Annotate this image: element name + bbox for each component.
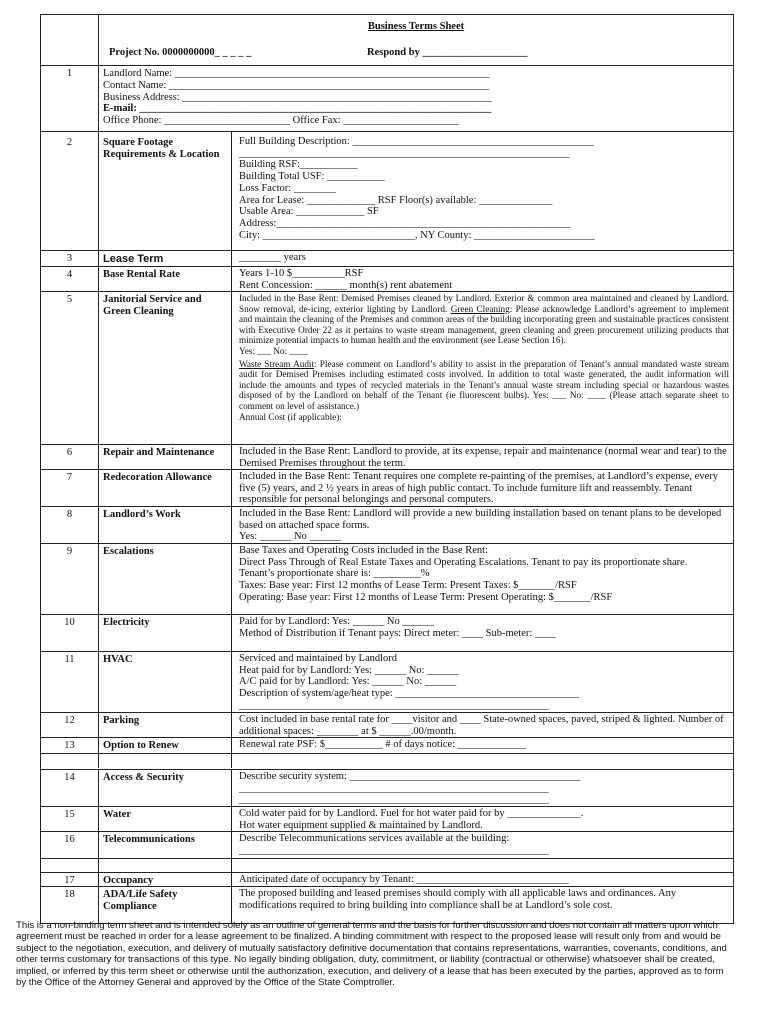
- row-number: 18: [41, 887, 99, 923]
- landlord-info-fields: [99, 66, 733, 131]
- telecom-content: [231, 832, 733, 858]
- row-number: 3: [41, 251, 99, 266]
- non-binding-disclaimer: This is a non-binding term sheet and is intended solely as an outline of general terms and the basis for further discussion and does not contain all matters upon which agreement must be reached in order for a lease agreement to be finalized. A binding commitment with respect to the proposed lease will result only from and would be subject to the negotiation, execution, and delivery of mutually satisfactory definitive documentation that contains representations, warranties, covenants, conditions, and other terms customary for transactions of this type. No legally binding obligation, duty, commitment, or liability (contractual or otherwise) whatsoever shall be created, implied, or inferred by this term sheet or otherwise until the authorization, execution, and delivery of a lease that has been executed by the parties, approved as to form by the Office of the Attorney General and approved by the Office of the State Comptroller.: [16, 920, 727, 989]
- landlords-work-content: [231, 507, 733, 543]
- row-label: ADA/Life Safety Compliance: [103, 889, 178, 912]
- sheet-header: [41, 15, 733, 66]
- water-equipment-line: Hot water equipment supplied & maintained by Landlord.: [239, 819, 483, 831]
- loss-factor-field[interactable]: Loss Factor: ________: [239, 182, 336, 194]
- years-rate-field[interactable]: Years 1-10 $__________RSF: [239, 268, 364, 279]
- row-number: 4: [41, 267, 99, 291]
- row-electricity: [41, 615, 733, 652]
- telecom-label: Describe Telecommunications services available at the building:: [239, 833, 510, 844]
- contact-name-field[interactable]: Contact Name: _____________________________________________________________: [103, 79, 490, 91]
- paid-by-landlord-field[interactable]: Paid for by Landlord: Yes: ______ No ______: [239, 616, 434, 627]
- usable-area-field[interactable]: Usable Area: _____________ SF: [239, 206, 379, 218]
- row-number: 2: [41, 132, 99, 250]
- building-rsf-field[interactable]: Building RSF:___________: [239, 159, 358, 171]
- row-label: Electricity: [103, 617, 150, 628]
- access-security-content: [231, 770, 733, 806]
- empty-cell: [231, 859, 733, 873]
- address-field[interactable]: Address:________________________________________________________: [239, 217, 571, 229]
- hvac-line: Serviced and maintained by Landlord: [239, 653, 398, 664]
- redecoration-text: Included in the Base Rent: Tenant requires one complete re-painting of the premises, at Landlord’s expense, every five (5) years, and 2 ½ years in areas of high public contact. To include furniture lift and reassembly. Tenant responsible for personal belongings and personal computers.: [231, 470, 733, 506]
- hvac-content: [231, 652, 733, 712]
- row-label: Telecommunications: [103, 834, 195, 845]
- row-parking: [41, 713, 733, 738]
- lease-term-field[interactable]: ________ years: [231, 251, 733, 266]
- row-telecommunications: [41, 832, 733, 859]
- renewal-field[interactable]: Renewal rate PSF: $___________ # of days notice: _____________: [231, 738, 733, 753]
- row-number: 17: [41, 873, 99, 886]
- area-for-lease-field[interactable]: Area for Lease: _____________ RSF Floor(s) available: ______________: [239, 194, 553, 206]
- water-content: [231, 807, 733, 831]
- row-redecoration: [41, 470, 733, 507]
- business-address-field[interactable]: Business Address: ___________________________________________________________: [103, 91, 493, 103]
- row-access-security: [41, 770, 733, 807]
- row-label: Occupancy: [103, 875, 154, 886]
- header-content-cell: [99, 15, 733, 65]
- system-description-line[interactable]: ___________________________________________________________: [239, 699, 549, 711]
- electricity-content: [231, 615, 733, 651]
- row-label: Janitorial Service and Green Cleaning: [103, 294, 202, 317]
- landlord-name-field[interactable]: Landlord Name: ____________________________________________________________: [103, 68, 490, 79]
- empty-cell: [41, 754, 99, 768]
- building-description-line[interactable]: _______________________________________________________________: [239, 147, 570, 159]
- row-escalations: [41, 544, 733, 615]
- row-base-rental-rate: [41, 267, 733, 292]
- email-field[interactable]: E-mail: ___________________________________________________________________: [103, 103, 492, 115]
- repair-maintenance-text: Included in the Base Rent: Landlord to provide, at its expense, repair and maintenance (normal wear and tear) to the Demised Premises throughout the term.: [231, 445, 733, 469]
- row-number: 14: [41, 770, 99, 806]
- row-label: Parking: [103, 715, 140, 726]
- distribution-method-field[interactable]: Method of Distribution if Tenant pays: Direct meter: ____ Sub-meter: ____: [239, 627, 556, 639]
- row-number: 9: [41, 544, 99, 614]
- heat-paid-field[interactable]: Heat paid for by Landlord: Yes: ______ No: ______: [239, 664, 459, 676]
- telecom-field[interactable]: ___________________________________________________________: [239, 844, 549, 856]
- empty-cell: [99, 754, 231, 768]
- row-square-footage: [41, 132, 733, 251]
- row-number: 15: [41, 807, 99, 831]
- proportionate-share-field[interactable]: Tenant’s proportionate share is: _________%: [239, 568, 430, 580]
- row-label: Lease Term: [103, 253, 164, 265]
- row-label: Water: [103, 809, 131, 820]
- empty-cell: [99, 859, 231, 873]
- row-number: 8: [41, 507, 99, 543]
- sheet-title: Business Terms Sheet: [367, 21, 465, 32]
- square-footage-fields: [231, 132, 733, 250]
- city-county-field[interactable]: City: _____________________________, NY County: _______________________: [239, 229, 595, 241]
- row-label: HVAC: [103, 654, 133, 665]
- header-number-cell: [41, 15, 99, 65]
- row-number: 5: [41, 292, 99, 444]
- row-label: Base Rental Rate: [103, 269, 180, 280]
- empty-row: [41, 859, 733, 873]
- row-option-to-renew: [41, 738, 733, 754]
- row-label: Option to Renew: [103, 740, 179, 751]
- security-line[interactable]: ___________________________________________________________: [239, 794, 549, 806]
- waste-stream-paragraph: Waste Stream Audit: Please comment on Landlord’s ability to assist in the preparation of Tenant’s annual mandated waste stream audit for Demised Premises including estimated costs involved. In addition to total waste generated, the audit information will include the amounts and types of recycled materials in the Tenant’s annual waste stream including special or hazardous wastes disposed of by the Landlord on behalf of the Tenant (ie fluorescent bulbs). Yes: ___ No: ____ (Please attach separate sheet to comment on level of assistance.): [239, 358, 729, 411]
- security-system-field[interactable]: Describe security system: ____________________________________________: [239, 771, 581, 782]
- empty-cell: [231, 754, 733, 768]
- business-terms-sheet: [40, 14, 734, 924]
- row-janitorial: [41, 292, 733, 445]
- base-rental-fields: [231, 267, 733, 291]
- green-cleaning-yes-no[interactable]: Yes: ___ No: ____: [239, 345, 308, 356]
- row-lease-term: [41, 251, 733, 267]
- security-line[interactable]: ___________________________________________________________: [239, 782, 549, 794]
- escalation-line: Direct Pass Through of Real Estate Taxes and Operating Escalations. Tenant to pay its proportionate share.: [239, 556, 688, 568]
- janitorial-content: [231, 292, 733, 444]
- office-phone-fax-field[interactable]: Office Phone: ________________________ Office Fax: ______________________: [103, 115, 459, 127]
- row-water: [41, 807, 733, 832]
- respond-by: Respond by ____________________: [367, 47, 528, 58]
- row-label: Repair and Maintenance: [103, 447, 215, 458]
- full-building-description-field[interactable]: Full Building Description: ______________________________________________: [239, 136, 594, 147]
- row-number: 16: [41, 832, 99, 858]
- building-total-usf-field[interactable]: Building Total USF: ___________: [239, 171, 385, 183]
- system-description-field[interactable]: Description of system/age/heat type: ___________________________________: [239, 688, 580, 700]
- taxes-field[interactable]: Taxes: Base year: First 12 months of Lease Term: Present Taxes: $_______/RSF: [239, 580, 577, 592]
- project-number: Project No. 0000000000_ _ _ _ _: [109, 47, 252, 58]
- row-label: Access & Security: [103, 772, 185, 783]
- row-number: 11: [41, 652, 99, 712]
- row-number: 12: [41, 713, 99, 737]
- landlords-work-text: Included in the Base Rent: Landlord will provide a new building installation based on tenant plans to be developed based on attached space forms.: [239, 508, 722, 531]
- row-label: Redecoration Allowance: [103, 472, 212, 483]
- row-hvac: [41, 652, 733, 713]
- occupancy-date-field[interactable]: Anticipated date of occupancy by Tenant: _____________________________: [231, 873, 733, 886]
- row-occupancy: [41, 873, 733, 887]
- row-repair-maintenance: [41, 445, 733, 470]
- parking-field[interactable]: Cost included in base rental rate for ____visitor and ____ State-owned spaces, paved, striped & lighted. Number of additional spaces: ________ at $ ______.00/month.: [231, 713, 733, 737]
- row-label: Escalations: [103, 546, 154, 557]
- row-label: Square Footage Requirements & Location: [103, 137, 220, 160]
- ac-paid-field[interactable]: A/C paid for by Landlord: Yes: ______ No: ______: [239, 676, 457, 688]
- row-number: 10: [41, 615, 99, 651]
- row-number: 13: [41, 738, 99, 753]
- row-landlords-work: [41, 507, 733, 544]
- row-label: Landlord’s Work: [103, 509, 181, 520]
- green-cleaning-paragraph: Included in the Base Rent: Demised Premises cleaned by Landlord. Exterior & common area maintained and cleaned by Landlord. Snow removal, de-icing, exterior lighting by Landlord. Green Cleaning: Please acknowledge Landlord’s agreement to implement and maintain the cleaning of the Premises and common areas of the building incorporating green and sustainable practices consistent with Executive Order 22 as it pertains to waste stream management, green cleaning and green procurement utilizing products that minimize potential impacts to human health and the environment (see Lease Section 16).: [239, 293, 729, 346]
- operating-field[interactable]: Operating: Base year: First 12 months of Lease Term: Present Operating: $_______/RSF: [239, 591, 613, 603]
- row-landlord-info: [41, 66, 733, 132]
- row-number: 6: [41, 445, 99, 469]
- escalations-content: [231, 544, 733, 614]
- row-number: 7: [41, 470, 99, 506]
- annual-cost-field[interactable]: Annual Cost (if applicable):: [239, 411, 342, 422]
- empty-cell: [41, 859, 99, 873]
- hot-water-field[interactable]: Cold water paid for by Landlord. Fuel for hot water paid for by ______________.: [239, 808, 584, 819]
- escalation-line: Base Taxes and Operating Costs included in the Base Rent:: [239, 545, 488, 556]
- landlords-work-yes-no[interactable]: Yes: ______ No ______: [239, 531, 341, 543]
- row-ada-compliance: [41, 887, 733, 923]
- empty-row: [41, 754, 733, 770]
- ada-compliance-text: The proposed building and leased premises should comply with all applicable laws and ordinances. Any modifications required to bring building into compliance shall be at Landlord’s sole cost.: [231, 887, 733, 923]
- row-number: 1: [41, 66, 99, 131]
- rent-concession-field[interactable]: Rent Concession: ______ month(s) rent abatement: [239, 279, 453, 291]
